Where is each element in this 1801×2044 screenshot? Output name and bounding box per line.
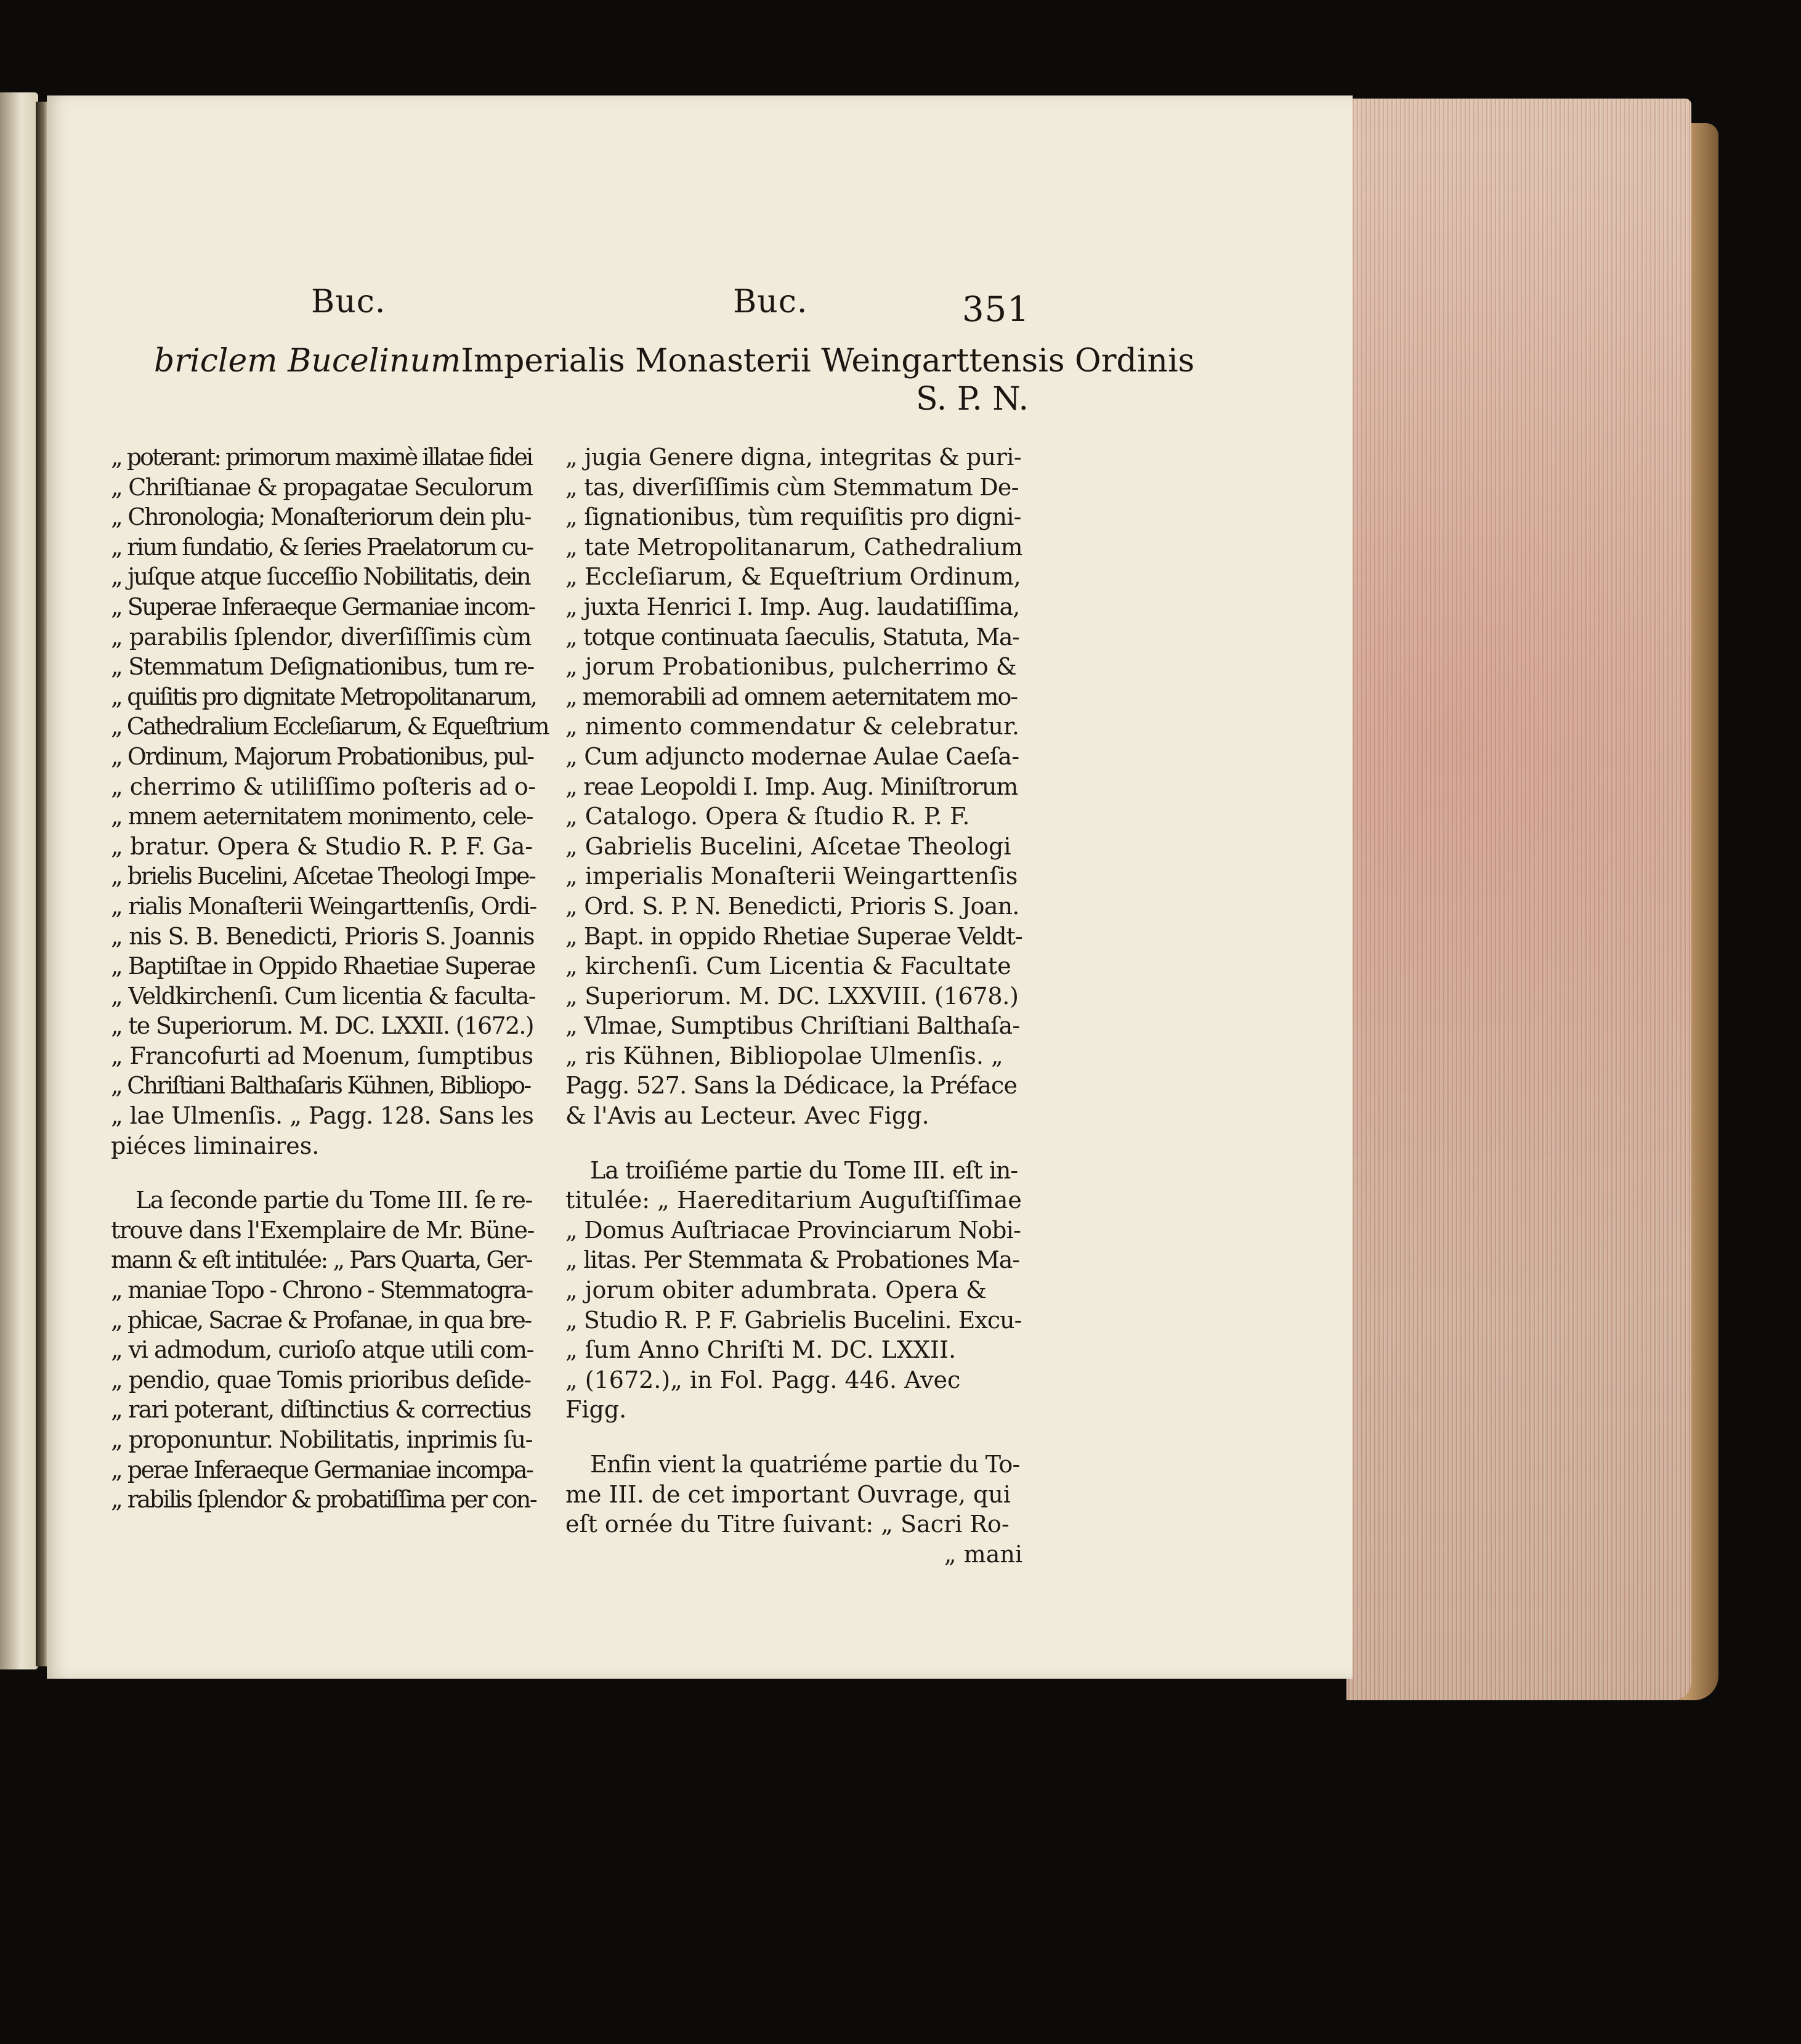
text-line: titulée: „ Haereditarium Auguſtiſſimae [565,1186,1022,1214]
text-line: „ tate Metropolitanarum, Cathedralium [565,533,1023,561]
text-line: mann & eſt intitulée: „ Pars Quarta, Ger- [111,1246,532,1274]
catchword: „ mani [944,1540,1022,1568]
text-line: „ bratur. Opera & Studio R. P. F. Ga- [111,832,533,860]
text-line: „ memorabili ad omnem aeternitatem mo- [565,683,1018,710]
text-line: „ nis S. B. Benedicti, Prioris S. Joannis [111,922,535,950]
text-line: & l'Avis au Lecteur. Avec Figg. [565,1102,929,1130]
text-line: „ te Superiorum. M. DC. LXXII. (1672.) [111,1012,533,1040]
title-line-1 [154,342,1195,380]
text-line: „ Ordinum, Majorum Probationibus, pul- [111,742,533,770]
text-line: „ Ord. S. P. N. Benedicti, Prioris S. Joan. [565,892,1019,920]
title-rest: Imperialis Monasterii Weingarttensis Ordinis [461,343,1195,379]
text-line: „ tas, diverſiſſimis cùm Stemmatum De- [565,473,1019,501]
left-column [111,442,548,1515]
right-column [565,442,1022,1569]
text-line: La troiſiéme partie du Tome III. eſt in- [590,1156,1018,1184]
text-line: „ Superae Inferaeque Germaniae incom- [111,593,535,620]
text-line: „ juſque atque ſucceſſio Nobilitatis, dein [111,563,530,591]
text-line: eſt ornée du Titre ſuivant: „ Sacri Ro- [565,1511,1010,1538]
text-line: „ reae Leopoldi I. Imp. Aug. Miniſtrorum [565,773,1018,800]
text-line: „ litas. Per Stemmata & Probationes Ma- [565,1246,1019,1274]
right-para-3 [565,1450,1022,1569]
text-line: „ kirchenſi. Cum Licentia & Facultate [565,952,1011,980]
text-line: „ totque continuata ſaeculis, Statuta, Ma- [565,623,1019,651]
text-line: Figg. [565,1396,627,1424]
text-line: „ jorum obiter adumbrata. Opera & [565,1276,987,1304]
paragraph-gap [565,1425,1022,1450]
text-line: „ rari poterant, diſtinctius & correctius [111,1396,531,1424]
text-line: „ quiſitis pro dignitate Metropolitanarum, [111,683,536,710]
text-line: „ jorum Probationibus, pulcherrimo & [565,653,1017,681]
text-line: „ lae Ulmenſis. „ Pagg. 128. Sans les [111,1102,534,1130]
title-line-2: S. P. N. [915,381,1029,418]
text-line: „ pendio, quae Tomis prioribus deſide- [111,1366,531,1393]
text-line: „ Cum adjuncto modernae Aulae Caeſa- [565,742,1019,770]
text-line: „ brielis Bucelini, Aſcetae Theologi Impe- [111,862,535,890]
text-line: piéces liminaires. [111,1132,320,1159]
text-line: „ parabilis ſplendor, diverſiſſimis cùm [111,623,532,651]
text-line: „ Bapt. in oppido Rhetiae Superae Veldt- [565,922,1022,950]
text-line: me III. de cet important Ouvrage, qui [565,1480,1011,1508]
paragraph-gap [111,1161,536,1185]
running-head-right: Buc. [733,283,808,320]
text-line: „ cherrimo & utiliſſimo poſteris ad o- [111,773,536,800]
text-line: „ Superiorum. M. DC. LXXVIII. (1678.) [565,982,1019,1010]
text-line: „ ſum Anno Chriſti M. DC. LXXII. [565,1336,957,1364]
text-line: „ Baptiſtae in Oppido Rhaetiae Superae [111,952,535,980]
text-line: „ maniae Topo - Chrono - Stemmatogra- [111,1276,533,1304]
text-line: „ Cathedralium Eccleſiarum, & Equeſtrium [111,713,548,740]
text-line: „ Domus Auſtriacae Provinciarum Nobi- [565,1216,1021,1244]
title-block [154,342,1195,418]
text-line: „ jugia Genere digna, integritas & puri- [565,444,1022,471]
text-line: trouve dans l'Exemplaire de Mr. Büne- [111,1216,534,1244]
text-line: „ rium fundatio, & ſeries Praelatorum cu- [111,533,533,561]
text-line: „ mnem aeternitatem monimento, cele- [111,803,533,830]
text-line: „ Chronologia; Monaſteriorum dein plu- [111,503,531,531]
text-line: „ perae Inferaeque Germaniae incompa- [111,1456,533,1483]
text-line: „ ſignationibus, tùm requiſitis pro digni- [565,503,1021,531]
text-line: „ Stemmatum Deſignationibus, tum re- [111,653,534,681]
text-line: Enfin vient la quatriéme partie du To- [590,1451,1020,1478]
right-para-1 [565,442,1022,1131]
text-line: „ Chriſtiani Balthaſaris Kühnen, Bibliopo- [111,1072,530,1100]
previous-page-edge [0,92,38,1669]
text-line: „ Veldkirchenſi. Cum licentia & faculta- [111,982,535,1010]
text-line: „ imperialis Monaſterii Weingarttenſis [565,862,1018,890]
text-line: Pagg. 527. Sans la Dédicace, la Préface [565,1072,1018,1100]
text-line: „ Eccleſiarum, & Equeſtrium Ordinum, [565,563,1021,591]
left-para-2 [111,1185,536,1515]
left-para-1 [111,442,548,1161]
text-line: „ vi admodum, curioſo atque utili com- [111,1336,533,1364]
text-line: „ rabilis ſplendor & probatiſſima per con- [111,1486,536,1514]
text-line: La ſeconde partie du Tome III. ſe re- [136,1186,532,1214]
text-line: „ Vlmae, Sumptibus Chriſtiani Balthaſa- [565,1012,1020,1040]
text-line: „ Francofurti ad Moenum, ſumptibus [111,1042,533,1069]
right-para-2 [565,1156,1022,1425]
page-number: 351 [962,290,1030,330]
text-line: „ proponuntur. Nobilitatis, inprimis ſu- [111,1426,532,1453]
page-edges [1346,99,1691,1700]
title-italic: briclem Bucelinum [154,343,461,379]
text-line: „ (1672.)„ in Fol. Pagg. 446. Avec [565,1366,961,1393]
text-line: „ poterant: primorum maximè illatae fidei [111,444,532,471]
text-line: „ ris Kühnen, Bibliopolae Ulmenſis. „ [565,1042,1003,1069]
paragraph-gap [565,1131,1022,1156]
text-line: „ Studio R. P. F. Gabrielis Bucelini. Excu- [565,1306,1022,1334]
text-line: „ Gabrielis Bucelini, Aſcetae Theologi [565,832,1011,860]
text-line: „ juxta Henrici I. Imp. Aug. laudatiſſima, [565,593,1020,620]
text-line: „ Catalogo. Opera & ſtudio R. P. F. [565,803,970,830]
text-line: „ nimento commendatur & celebratur. [565,713,1020,740]
text-line: „ rialis Monaſterii Weingarttenſis, Ordi- [111,892,536,920]
text-line: „ phicae, Sacrae & Profanae, in qua bre- [111,1306,531,1334]
running-head-left: Buc. [311,283,386,320]
text-line: „ Chriſtianae & propagatae Seculorum [111,473,533,501]
